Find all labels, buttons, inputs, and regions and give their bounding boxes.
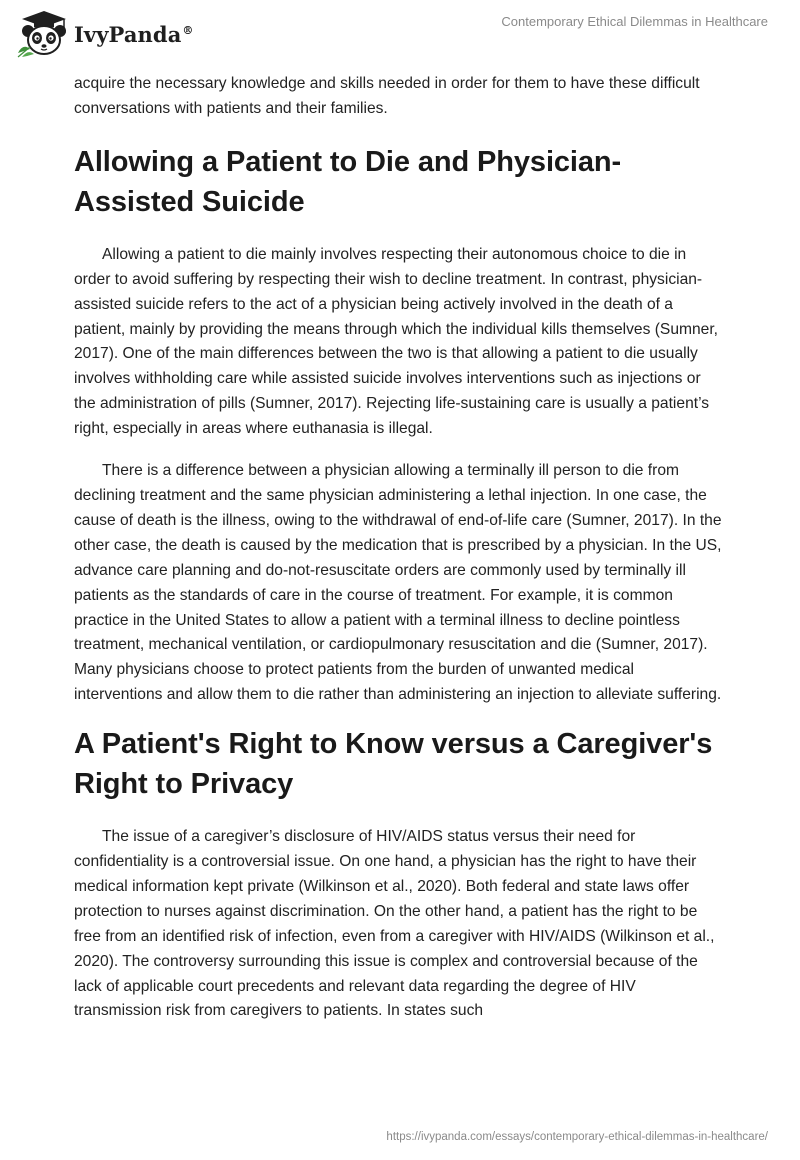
ivypanda-logo[interactable]	[14, 7, 194, 59]
paragraph-hiv-disclosure: The issue of a caregiver’s disclosure of HIV/AIDS status versus their need for confidentiality is a controversial issue. On one hand, a physician has the right to have their medical information kept private (Wilkinson et al., 2020). Both federal and state laws offer protection to nurses against discrimination. On the other hand, a patient has the right to be free from an identified risk of infection, even from a caregiver with HIV/AIDS (Wilkinson et al., 2020). The controversy surrounding this issue is complex and controversial because of the lack of applicable court precedents and relevant data regarding the degree of HIV transmission risk from caregivers to patients. In states such	[74, 828, 715, 1020]
registered-mark: ®	[182, 23, 194, 37]
source-url[interactable]: https://ivypanda.com/essays/contemporary-ethical-dilemmas-in-healthcare/	[386, 1131, 768, 1143]
paragraph-allowing-patient-to-die: Allowing a patient to die mainly involves respecting their autonomous choice to die in order to avoid suffering by respecting their wish to decline treatment. In contrast, physician-assisted suicide refers to the act of a physician being actively involved in the death of a patient, mainly by providing the means through which the individual kills themselves (Sumner, 2017). One of the main differences between the two is that allowing a patient to die usually involves withholding care while assisted suicide involves interventions such as injections or the administration of pills (Sumner, 2017). Rejecting life-sustaining care is usually a patient’s right, especially in areas where euthanasia is illegal.	[74, 245, 719, 438]
intro-continuation-paragraph: acquire the necessary knowledge and skills needed in order for them to have these difficult conversations with patients and their families.	[74, 75, 700, 117]
document-title: Contemporary Ethical Dilemmas in Healthcare	[501, 14, 768, 29]
panda-graduate-icon	[14, 7, 72, 59]
section-heading-right-to-know: A Patient's Right to Know versus a Caregiver's Right to Privacy	[74, 728, 713, 801]
page-header	[0, 0, 800, 64]
paragraph-difference-physician-roles: There is a difference between a physician allowing a terminally ill person to die from declining treatment and the same physician administering a lethal injection. In one case, the cause of death is the illness, owing to the withdrawal of end-of-life care (Sumner, 2017). In the other case, the death is caused by the medication that is prescribed by a physician. In the US, advance care planning and do-not-resuscitate orders are commonly used by terminally ill patients as the standards of care in the course of treatment. For example, it is common practice in the United States to allow a patient with a terminal illness to decline pointless treatment, mechanical ventilation, or cardiopulmonary resuscitation and die (Sumner, 2017). Many physicians choose to protect patients from the burden of unwanted medical interventions and allow them to die rather than administering an injection to alleviate suffering.	[74, 462, 722, 704]
essay-body	[74, 72, 724, 1024]
brand-name: IvyPanda®	[74, 21, 194, 47]
section-heading-assisted-suicide: Allowing a Patient to Die and Physician-Assisted Suicide	[74, 145, 622, 218]
